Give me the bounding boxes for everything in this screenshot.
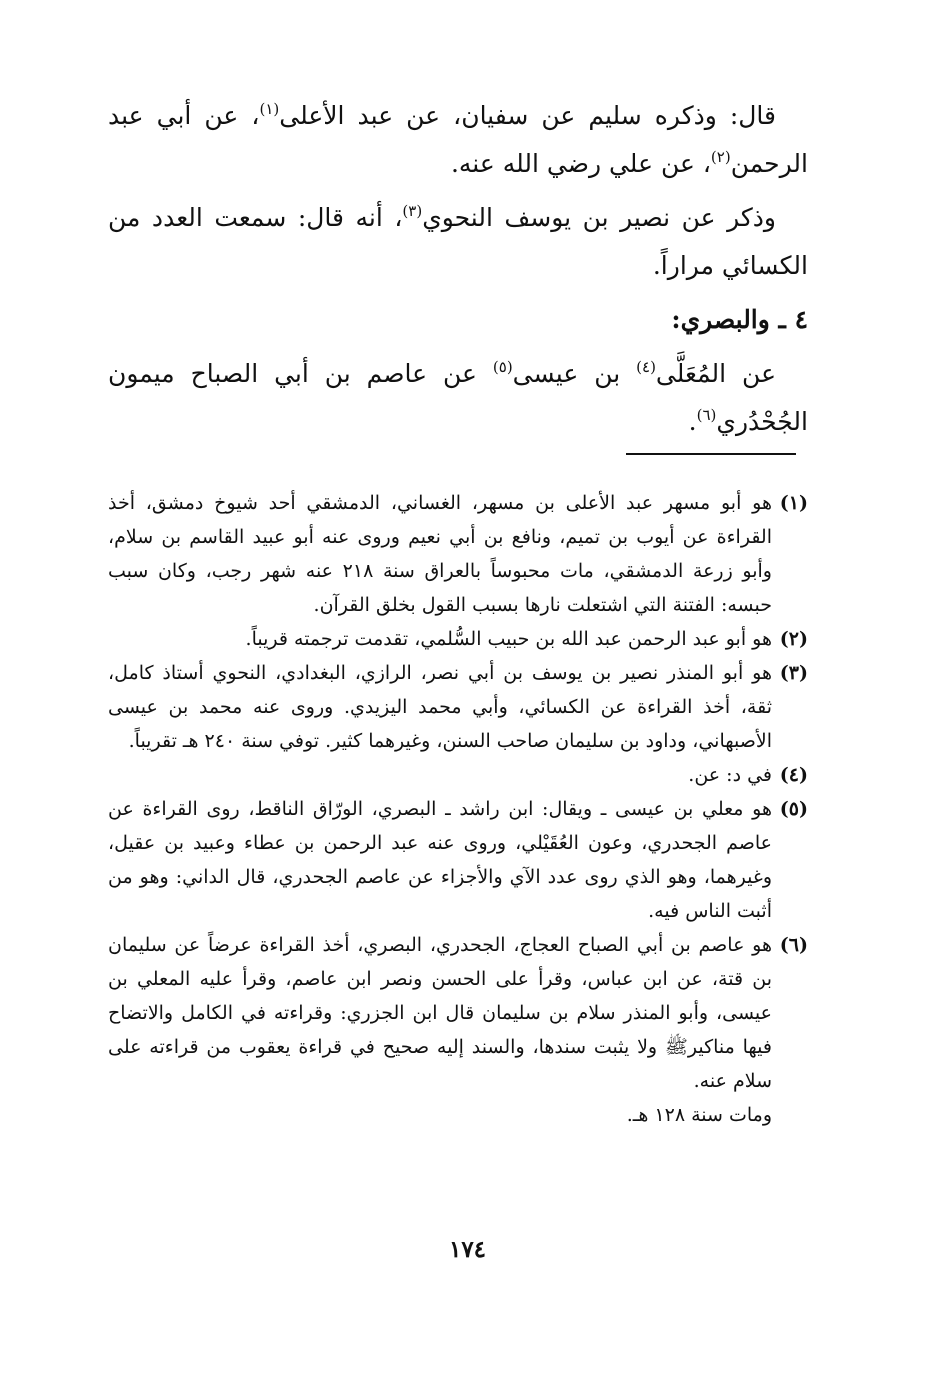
text-span: قال: وذكره سليم عن سفيان، عن عبد الأعلى bbox=[279, 101, 776, 130]
footnote-number: (٢) bbox=[779, 628, 808, 650]
footnote-1 bbox=[108, 486, 808, 622]
footnote-ref-4: (٤) bbox=[636, 358, 656, 376]
footnote-2 bbox=[108, 622, 808, 656]
footnote-number: (٦) bbox=[779, 934, 808, 956]
footnote-3 bbox=[108, 656, 808, 758]
footnote-5 bbox=[108, 792, 808, 928]
text-span: بن عيسى bbox=[512, 359, 637, 388]
text-span: وذكر عن نصير بن يوسف النحوي bbox=[422, 203, 776, 232]
main-paragraph-3 bbox=[108, 350, 808, 446]
footnote-4 bbox=[108, 758, 808, 792]
footnote-number: (٣) bbox=[779, 662, 808, 684]
main-text bbox=[108, 92, 808, 452]
footnote-separator bbox=[626, 453, 796, 455]
footnote-ref-5: (٥) bbox=[492, 358, 513, 376]
page-number: ١٧٤ bbox=[448, 1236, 487, 1263]
footnote-text: هو أبو عبد الرحمن عبد الله بن حبيب السُّلمي، تقدمت ترجمته قريباً. bbox=[245, 628, 772, 650]
main-paragraph-1 bbox=[108, 92, 808, 188]
footnote-ref-1: (١) bbox=[259, 100, 280, 118]
footnote-ref-3: (٣) bbox=[402, 202, 423, 220]
text-span: عن عاصم بن أبي الصباح ميمون الجُحْدُري bbox=[108, 359, 808, 436]
footnote-text: هو أبو مسهر عبد الأعلى بن مسهر، الغساني، الدمشقي أحد شيوخ دمشق، أخذ القراءة عن أيوب بن تميم، ونافع بن أبي نعيم وروى عنه أبو عبيد القاسم بن سلام، وأبو زرعة الدمشقي، مات محبوساً بالعراق سنة ٢١٨ عنه شهر رجب، وكان سبب حبسه: الفتنة التي اشتعلت نارها بسبب القول بخلق القرآن. bbox=[108, 492, 772, 616]
section-heading: ٤ ـ والبصري: bbox=[671, 305, 808, 334]
footnote-text: هو أبو المنذر نصير بن يوسف بن أبي نصر، الرازي، البغدادي، النحوي أستاذ كامل، ثقة، أخذ القراءة عن الكسائي، وأبي محمد اليزيدي. وروى عنه محمد بن عيسى الأصبهاني، وداود بن سليمان صاحب السنن، وغيرهما كثير. توفي سنة ٢٤٠ هـ تقريباً. bbox=[108, 662, 772, 752]
footnote-number: (٤) bbox=[779, 764, 808, 786]
footnote-6 bbox=[108, 928, 808, 1098]
footnote-text: هو معلي بن عيسى ـ ويقال: ابن راشد ـ البصري، الورّاق الناقط، روى القراءة عن عاصم الجحدري، وعون العُقَيْلي، وروى عنه عبد الرحمن بن عطاء وعبيد بن عقيل، وغيرهما، وهو الذي روى عدد الآي والأجزاء عن عاصم الجحدري، قال الداني: وهو من أثبت الناس فيه. bbox=[108, 798, 772, 922]
footnote-ref-2: (٢) bbox=[710, 148, 731, 166]
text-span: عن المُعَلَّى bbox=[655, 359, 776, 388]
footnote-text: في د: عن. bbox=[688, 764, 772, 786]
main-paragraph-2 bbox=[108, 194, 808, 290]
text-span: . bbox=[688, 407, 697, 436]
footnote-number: (٥) bbox=[779, 798, 808, 820]
text-span: ، أنه قال: سمعت العدد من الكسائي مراراً. bbox=[108, 203, 808, 280]
text-span: ، عن علي رضي الله عنه. bbox=[450, 149, 711, 178]
footnote-6-continuation: ومات سنة ١٢٨ هـ. bbox=[626, 1104, 772, 1126]
footnote-number: (١) bbox=[779, 492, 808, 514]
text-span: ، عن أبي عبد الرحمن bbox=[108, 101, 808, 178]
footnote-text: هو عاصم بن أبي الصباح العجاج، الجحدري، البصري، أخذ القراءة عرضاً عن سليمان بن قتة، عن ابن عباس، وقرأ على الحسن ونصر ابن عاصم، وقرأ عليه المعلي بن عيسى، وأبو المنذر سلام بن سليمان قال ابن الجزري: وقراءته في الكامل والاتضاح فيها مناكيرﷺ ولا يثبت سندها، والسند إليه صحيح في قراءة يعقوب من قراءته على سلام عنه. bbox=[108, 934, 772, 1092]
footnote-ref-6: (٦) bbox=[696, 406, 717, 424]
footnotes bbox=[108, 486, 808, 1132]
